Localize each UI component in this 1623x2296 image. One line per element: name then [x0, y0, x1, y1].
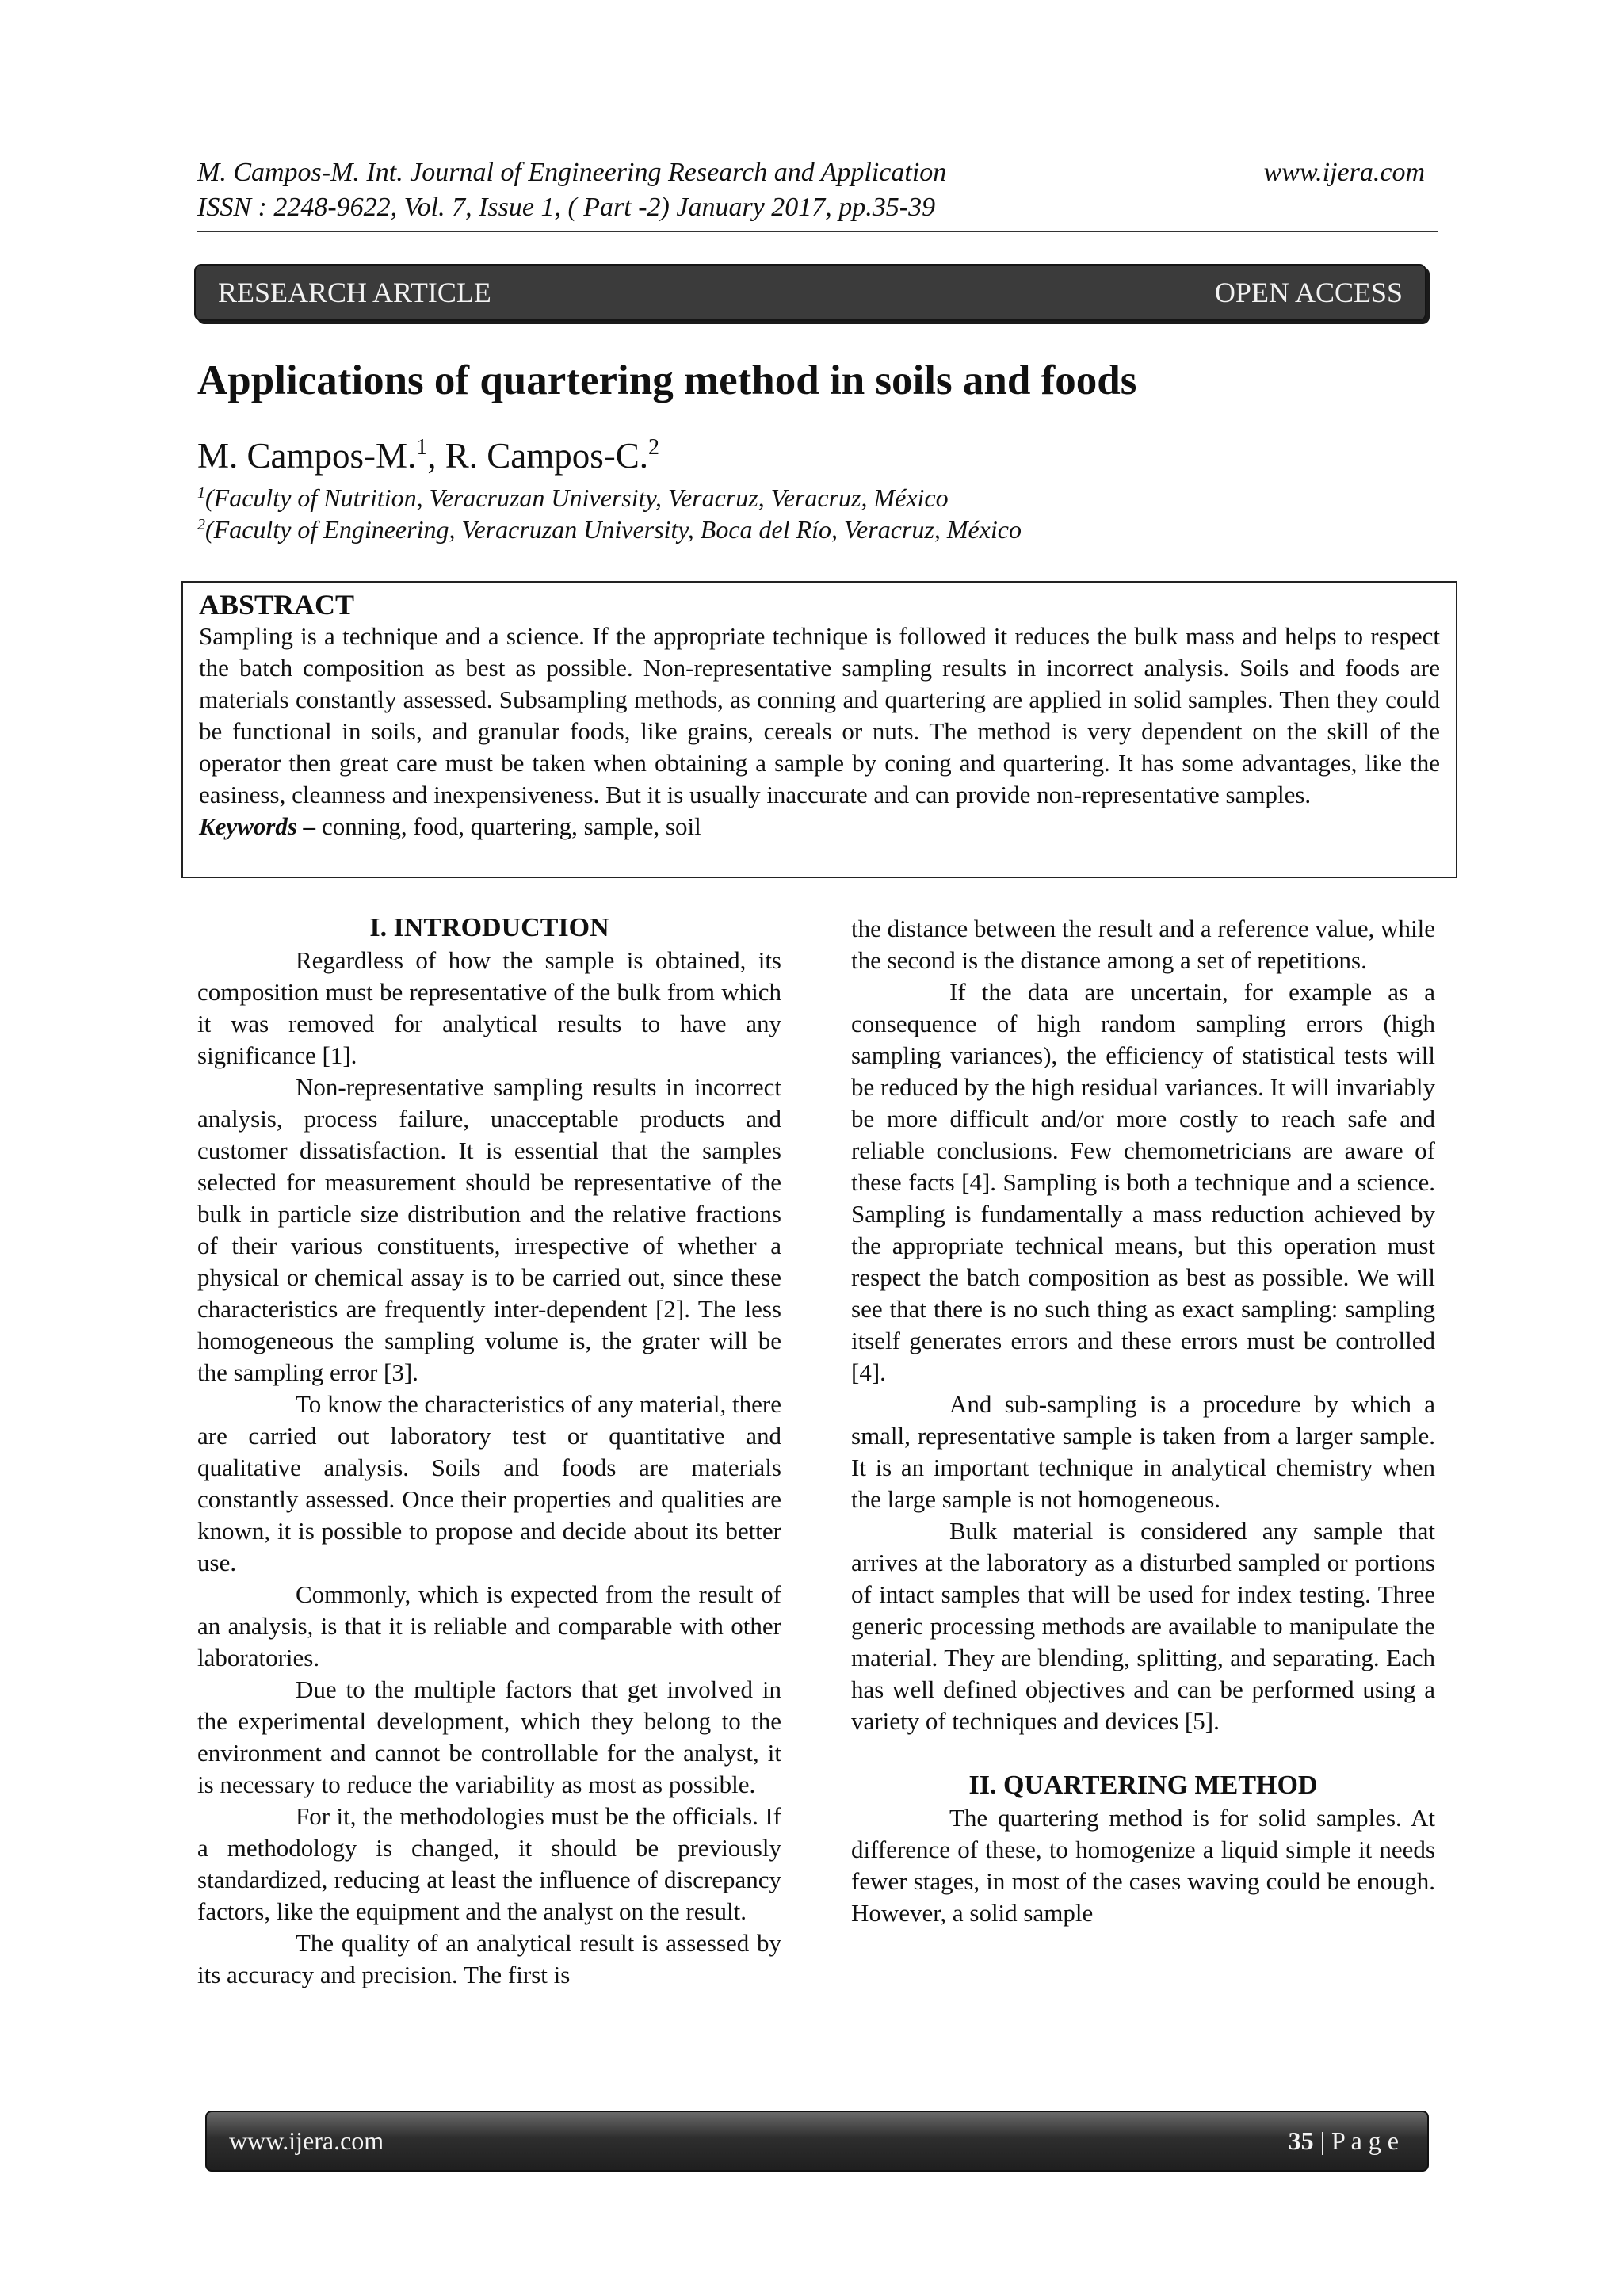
- article-type-banner: [194, 264, 1426, 321]
- section-heading-quartering-method: II. QUARTERING METHOD: [968, 1771, 1318, 1800]
- section-heading-introduction: I. INTRODUCTION: [369, 913, 609, 942]
- paragraph: the distance between the result and a reference value, while the second is the distance among a set of repetitions.: [851, 915, 1435, 974]
- author-line: [197, 432, 659, 479]
- abstract-box: [181, 581, 1457, 878]
- paragraph: For it, the methodologies must be the officials. If a methodology is changed, it should be previously standardized, reducing at least the influence of discrepancy factors, like the equipment and the analyst on the result.: [197, 1802, 781, 1925]
- author-1: M. Campos-M.: [197, 436, 417, 476]
- keywords-list: conning, food, quartering, sample, soil: [315, 812, 701, 840]
- open-access-label: OPEN ACCESS: [1214, 277, 1403, 308]
- paragraph: Commonly, which is expected from the result of an analysis, is that it is reliable and comparable with other laboratories.: [197, 1580, 781, 1671]
- paragraph: Bulk material is considered any sample that arrives at the laboratory as a disturbed sampled or portions of intact samples that will be used for index testing. Three generic processing methods are available to manipulate the material. They are blending, splitting, and separating. Each has well defined objectives and can be performed using a variety of techniques and devices [5].: [851, 1517, 1435, 1735]
- paragraph: The quality of an analytical result is assessed by its accuracy and precision. The first is: [197, 1929, 781, 1988]
- page-number: 35: [1288, 2126, 1314, 2155]
- author-1-affiliation-mark: 1: [416, 435, 428, 460]
- page-label: | P a g e: [1313, 2126, 1399, 2155]
- section-gap: [851, 1737, 1435, 1769]
- journal-header: [197, 155, 1148, 225]
- page-footer: [205, 2111, 1429, 2172]
- journal-citation: M. Campos-M. Int. Journal of Engineering Research and Application: [197, 158, 947, 187]
- header-divider: [197, 231, 1438, 232]
- affiliation-1-mark: 1: [197, 484, 205, 502]
- affiliation-2: [197, 512, 1022, 547]
- paragraph: To know the characteristics of any material, there are carried out laboratory test or quantitative and qualitative analysis. Soils and foods are materials constantly assessed. Once their properties and qualities are known, it is possible to propose and decide about its better use.: [197, 1390, 781, 1576]
- abstract-body: Sampling is a technique and a science. If the appropriate technique is followed it reduces the bulk mass and helps to respect the batch composition as best as possible. Non-representative sampling results in incorrect analysis. Soils and foods are materials constantly assessed. Subsampling methods, as conning and quartering are applied in solid samples. Then they could be functional in soils, and granular foods, like grains, cereals or nuts. The method is very dependent on the skill of the operator then great care must be taken when obtaining a sample by coning and quartering. It has some advantages, like the easiness, cleanness and inexpensiveness. But it is usually inaccurate and can provide non-representative samples.: [199, 622, 1440, 808]
- author-2: R. Campos-C.: [445, 436, 649, 476]
- paragraph: Regardless of how the sample is obtained, its composition must be representative of the bulk from which it was removed for analytical results to have any significance [1].: [197, 946, 781, 1069]
- paper-title: Applications of quartering method in soils and foods: [197, 357, 1137, 403]
- author-2-affiliation-mark: 2: [648, 435, 660, 460]
- keywords-label: Keywords –: [199, 812, 316, 840]
- right-column: [851, 913, 1435, 1929]
- footer-page: [1289, 2126, 1399, 2156]
- left-column: [197, 911, 781, 1991]
- paragraph: Non-representative sampling results in incorrect analysis, process failure, unacceptable products and customer dissatisfaction. It is essential that the samples selected for measurement should be representative of the bulk in particle size distribution and the relative fractions of their various constituents, irrespective of whether a physical or chemical assay is to be carried out, since these characteristics are frequently inter-dependent [2]. The less homogeneous the sampling volume is, the grater will be the sampling error [3].: [197, 1073, 781, 1386]
- affiliation-2-mark: 2: [197, 516, 205, 533]
- affiliation-2-text: (Faculty of Engineering, Veracruzan University, Boca del Río, Veracruz, México: [205, 515, 1022, 544]
- paragraph: And sub-sampling is a procedure by which a small, representative sample is taken from a larger sample. It is an important technique in analytical chemistry when the large sample is not homogeneous.: [851, 1390, 1435, 1513]
- affiliation-1: [197, 480, 949, 515]
- journal-issn: ISSN : 2248-9622, Vol. 7, Issue 1, ( Part -2) January 2017, pp.35-39: [197, 193, 936, 222]
- abstract-heading: ABSTRACT: [199, 589, 355, 621]
- affiliation-1-text: (Faculty of Nutrition, Veracruzan University, Veracruz, Veracruz, México: [205, 483, 949, 512]
- footer-website[interactable]: www.ijera.com: [229, 2126, 384, 2155]
- journal-website[interactable]: www.ijera.com: [1263, 158, 1425, 187]
- keywords-line: [199, 811, 1440, 842]
- paragraph: Due to the multiple factors that get involved in the experimental development, which they belong to the environment and cannot be controllable for the analyst, it is necessary to reduce the variability as most as possible.: [197, 1675, 781, 1798]
- paragraph: If the data are uncertain, for example as a consequence of high random sampling errors (high sampling variances), the efficiency of statistical tests will be reduced by the high residual variances. It will invariably be more difficult and/or more costly to reach safe and reliable conclusions. Few chemometricians are aware of these facts [4]. Sampling is both a technique and a science. Sampling is fundamentally a mass reduction achieved by the appropriate technical means, but this operation must respect the batch composition as best as possible. We will see that there is no such thing as exact sampling: sampling itself generates errors and these errors must be controlled [4].: [851, 978, 1435, 1386]
- paragraph: The quartering method is for solid samples. At difference of these, to homogenize a liquid simple it needs fewer stages, in most of the cases waving could be enough. However, a solid sample: [851, 1804, 1435, 1927]
- author-separator: ,: [427, 436, 445, 476]
- article-type-label: RESEARCH ARTICLE: [218, 277, 491, 308]
